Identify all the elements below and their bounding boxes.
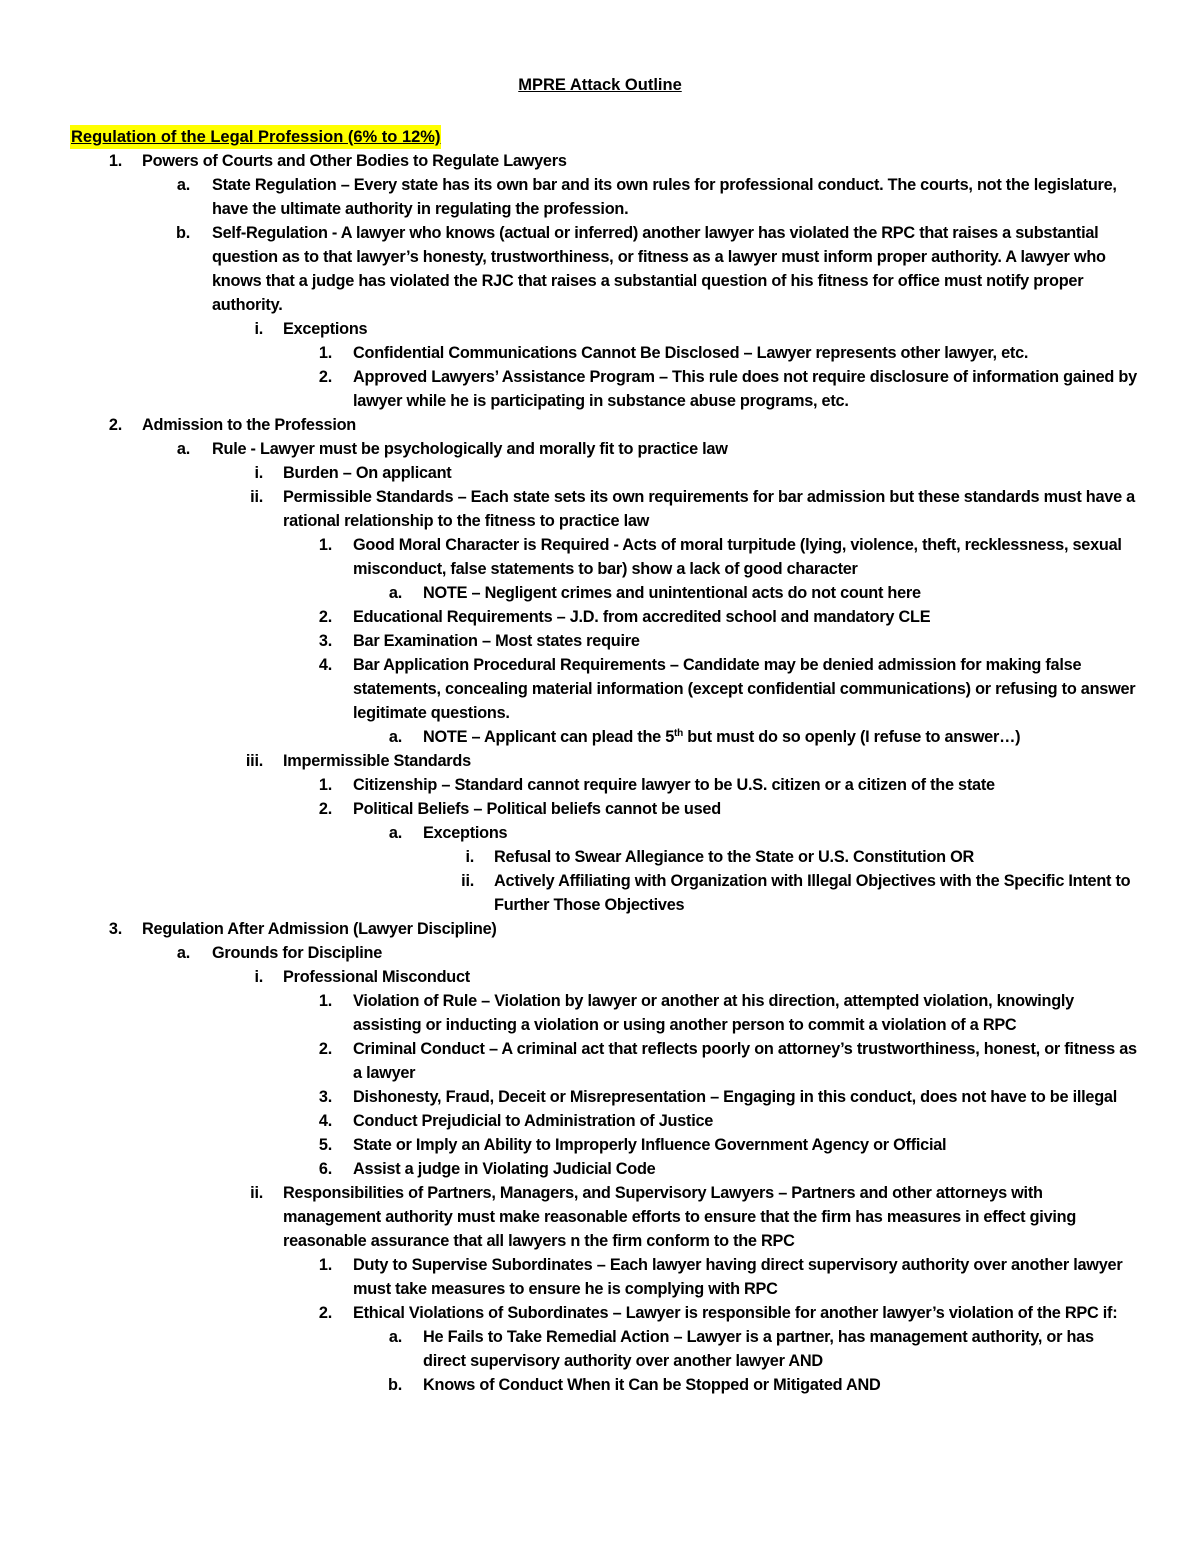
outline-text-part: Bar Application Procedural Requirements – Candidate may be denied admission for making false statements, concealing material information (except confidential communications) or refusing to answer legitimate questions. (353, 656, 1136, 722)
outline-text (0, 1133, 1200, 1157)
outline-item (0, 1373, 1200, 1397)
outline-text-part: Responsibilities of Partners, Managers, and Supervisory Lawyers – Partners and other attorneys with management authority must make reasonable efforts to ensure that the firm has measures in effect giving reasonable assurance that all lawyers n the firm conform to the RPC (283, 1184, 1077, 1250)
outline-text (0, 485, 1200, 533)
outline-text-part: Self-Regulation - A lawyer who knows (actual or inferred) another lawyer has violated the RPC that raises a substantial question as to that lawyer’s honesty, trustworthiness, or fitness as a lawyer must inform proper authority. A lawyer who knows that a judge has violated the RJC that raises a substantial question of his fitness for office must notify proper authority. (212, 224, 1106, 314)
outline-text-part: Refusal to Swear Allegiance to the State or U.S. Constitution OR (494, 848, 975, 866)
outline-marker: 1. (318, 536, 332, 554)
outline-marker: 2. (108, 416, 122, 434)
outline-text (0, 653, 1200, 725)
outline-text-part: Ethical Violations of Subordinates – Lawyer is responsible for another lawyer’s violation of the RPC if: (353, 1304, 1118, 1322)
outline-text-part: Regulation After Admission (Lawyer Discipline) (142, 920, 497, 938)
outline-text (0, 773, 1200, 797)
outline-text (0, 1037, 1200, 1085)
outline-marker: 2. (318, 1040, 332, 1058)
outline-item (0, 605, 1200, 629)
section-heading: Regulation of the Legal Profession (6% to 12%) (70, 125, 441, 149)
outline-text-part: State Regulation – Every state has its own bar and its own rules for professional conduct. The courts, not the legislature, have the ultimate authority in regulating the profession. (212, 176, 1117, 218)
outline-marker: iii. (245, 752, 263, 770)
outline-marker: 3. (108, 920, 122, 938)
outline-text (0, 1325, 1200, 1373)
outline-text (0, 149, 1200, 173)
outline-marker: i. (254, 464, 263, 482)
outline-text-part: NOTE – Negligent crimes and unintentional acts do not count here (423, 584, 921, 602)
outline-text (0, 749, 1200, 773)
outline-item (0, 1253, 1200, 1301)
outline-item (0, 1301, 1200, 1325)
outline-text-part: Exceptions (283, 320, 368, 338)
outline-text-part: Grounds for Discipline (212, 944, 382, 962)
outline-item (0, 149, 1200, 173)
outline-marker: 3. (318, 632, 332, 650)
outline-item (0, 629, 1200, 653)
outline-marker: 2. (318, 800, 332, 818)
outline-item (0, 413, 1200, 437)
outline-marker: 1. (108, 152, 122, 170)
outline-item (0, 1085, 1200, 1109)
outline-text (0, 797, 1200, 821)
outline-text-part: Exceptions (423, 824, 508, 842)
outline-item (0, 1109, 1200, 1133)
outline-text (0, 965, 1200, 989)
outline-marker: 4. (318, 1112, 332, 1130)
outline-text-part: Powers of Courts and Other Bodies to Regulate Lawyers (142, 152, 567, 170)
outline-item (0, 1157, 1200, 1181)
outline-text-part: Criminal Conduct – A criminal act that reflects poorly on attorney’s trustworthiness, honest, or fitness as a lawyer (353, 1040, 1137, 1082)
outline-text (0, 1301, 1200, 1325)
outline-text-part: Violation of Rule – Violation by lawyer or another at his direction, attempted violation, knowingly assisting or inducting a violation or using another person to commit a violation of a RPC (353, 992, 1074, 1034)
outline-marker: 4. (318, 656, 332, 674)
outline-marker: 6. (318, 1160, 332, 1178)
outline-marker: 5. (318, 1136, 332, 1154)
outline-text (0, 1373, 1200, 1397)
outline-item (0, 653, 1200, 725)
outline-text-part: Political Beliefs – Political beliefs cannot be used (353, 800, 721, 818)
outline-text (0, 869, 1200, 917)
outline-text-part: Burden – On applicant (283, 464, 452, 482)
outline-text (0, 725, 1200, 749)
outline-item (0, 917, 1200, 941)
outline-item (0, 317, 1200, 341)
outline-text-part: Conduct Prejudicial to Administration of Justice (353, 1112, 714, 1130)
outline-text-part: Citizenship – Standard cannot require lawyer to be U.S. citizen or a citizen of the state (353, 776, 995, 794)
outline-text-part: Confidential Communications Cannot Be Disclosed – Lawyer represents other lawyer, etc. (353, 344, 1029, 362)
outline-marker: i. (254, 968, 263, 986)
outline-text (0, 989, 1200, 1037)
outline-marker: 1. (318, 992, 332, 1010)
outline-text-part: but must do so openly (I refuse to answer…) (683, 728, 1021, 746)
outline-text (0, 605, 1200, 629)
outline-item (0, 1133, 1200, 1157)
outline-text (0, 1181, 1200, 1253)
outline-item (0, 845, 1200, 869)
outline-marker: a. (388, 824, 402, 842)
outline-item (0, 533, 1200, 581)
outline-text (0, 1109, 1200, 1133)
outline-text-part: He Fails to Take Remedial Action – Lawyer is a partner, has management authority, or has direct supervisory authority over another lawyer AND (423, 1328, 1094, 1370)
outline-marker: a. (388, 728, 402, 746)
outline-item (0, 221, 1200, 317)
outline-item (0, 941, 1200, 965)
outline-marker: b. (388, 1376, 402, 1394)
outline-item (0, 1037, 1200, 1085)
outline-marker: i. (254, 320, 263, 338)
outline-text-part: Assist a judge in Violating Judicial Code (353, 1160, 656, 1178)
outline-text-part: Permissible Standards – Each state sets its own requirements for bar admission but these standards must have a rational relationship to the fitness to practice law (283, 488, 1135, 530)
outline-text (0, 365, 1200, 413)
outline-marker: 3. (318, 1088, 332, 1106)
outline-text-part: Knows of Conduct When it Can be Stopped or Mitigated AND (423, 1376, 881, 1394)
outline-item (0, 821, 1200, 845)
outline-text-part: Actively Affiliating with Organization with Illegal Objectives with the Specific Intent to Further Those Objectives (494, 872, 1131, 914)
outline-text (0, 845, 1200, 869)
superscript: th (674, 728, 683, 739)
outline-text (0, 581, 1200, 605)
outline-item (0, 365, 1200, 413)
outline-text-part: NOTE – Applicant can plead the 5 (423, 728, 675, 746)
outline-text (0, 461, 1200, 485)
outline-marker: 1. (318, 1256, 332, 1274)
outline-marker: 2. (318, 1304, 332, 1322)
outline-text-part: Approved Lawyers’ Assistance Program – This rule does not require disclosure of information gained by lawyer while he is participating in substance abuse programs, etc. (353, 368, 1137, 410)
outline-item (0, 965, 1200, 989)
outline-text-part: Professional Misconduct (283, 968, 470, 986)
outline-text-part: Duty to Supervise Subordinates – Each lawyer having direct supervisory authority over another lawyer must take measures to ensure he is complying with RPC (353, 1256, 1123, 1298)
outline-marker: 2. (318, 608, 332, 626)
outline-text (0, 629, 1200, 653)
outline-text-part: Rule - Lawyer must be psychologically and morally fit to practice law (212, 440, 728, 458)
outline-item (0, 485, 1200, 533)
outline-marker: ii. (250, 488, 263, 506)
outline-marker: a. (176, 176, 190, 194)
outline-text-part: Educational Requirements – J.D. from accredited school and mandatory CLE (353, 608, 931, 626)
outline-text (0, 1085, 1200, 1109)
outline-text-part: Dishonesty, Fraud, Deceit or Misrepresentation – Engaging in this conduct, does not have to be illegal (353, 1088, 1117, 1106)
outline-text (0, 1253, 1200, 1301)
outline-item (0, 749, 1200, 773)
outline-item (0, 773, 1200, 797)
outline-marker: b. (176, 224, 190, 242)
outline-text-part: Admission to the Profession (142, 416, 356, 434)
outline-marker: ii. (250, 1184, 263, 1202)
outline-item (0, 173, 1200, 221)
outline-text-part: State or Imply an Ability to Improperly Influence Government Agency or Official (353, 1136, 947, 1154)
outline-item (0, 797, 1200, 821)
outline-item (0, 989, 1200, 1037)
outline-marker: 1. (318, 344, 332, 362)
outline-item (0, 461, 1200, 485)
outline-marker: a. (388, 1328, 402, 1346)
page-title: MPRE Attack Outline (518, 76, 682, 94)
outline-text (0, 917, 1200, 941)
outline-marker: a. (388, 584, 402, 602)
outline-text (0, 413, 1200, 437)
outline-text (0, 821, 1200, 845)
outline-item (0, 581, 1200, 605)
outline-text-part: Good Moral Character is Required - Acts of moral turpitude (lying, violence, theft, recklessness, sexual misconduct, false statements to bar) show a lack of good character (353, 536, 1122, 578)
outline-text-part: Bar Examination – Most states require (353, 632, 640, 650)
outline-marker: 2. (318, 368, 332, 386)
outline-item (0, 725, 1200, 749)
outline-item (0, 869, 1200, 917)
outline-list (0, 149, 1200, 1397)
outline-text (0, 533, 1200, 581)
outline-marker: a. (176, 944, 190, 962)
outline-item (0, 1181, 1200, 1253)
outline-item (0, 341, 1200, 365)
outline-text (0, 1157, 1200, 1181)
outline-text-part: Impermissible Standards (283, 752, 471, 770)
outline-text (0, 317, 1200, 341)
outline-item (0, 437, 1200, 461)
outline-text (0, 341, 1200, 365)
outline-marker: 1. (318, 776, 332, 794)
outline-marker: a. (176, 440, 190, 458)
outline-marker: ii. (461, 872, 474, 890)
outline-item (0, 1325, 1200, 1373)
outline-marker: i. (465, 848, 474, 866)
